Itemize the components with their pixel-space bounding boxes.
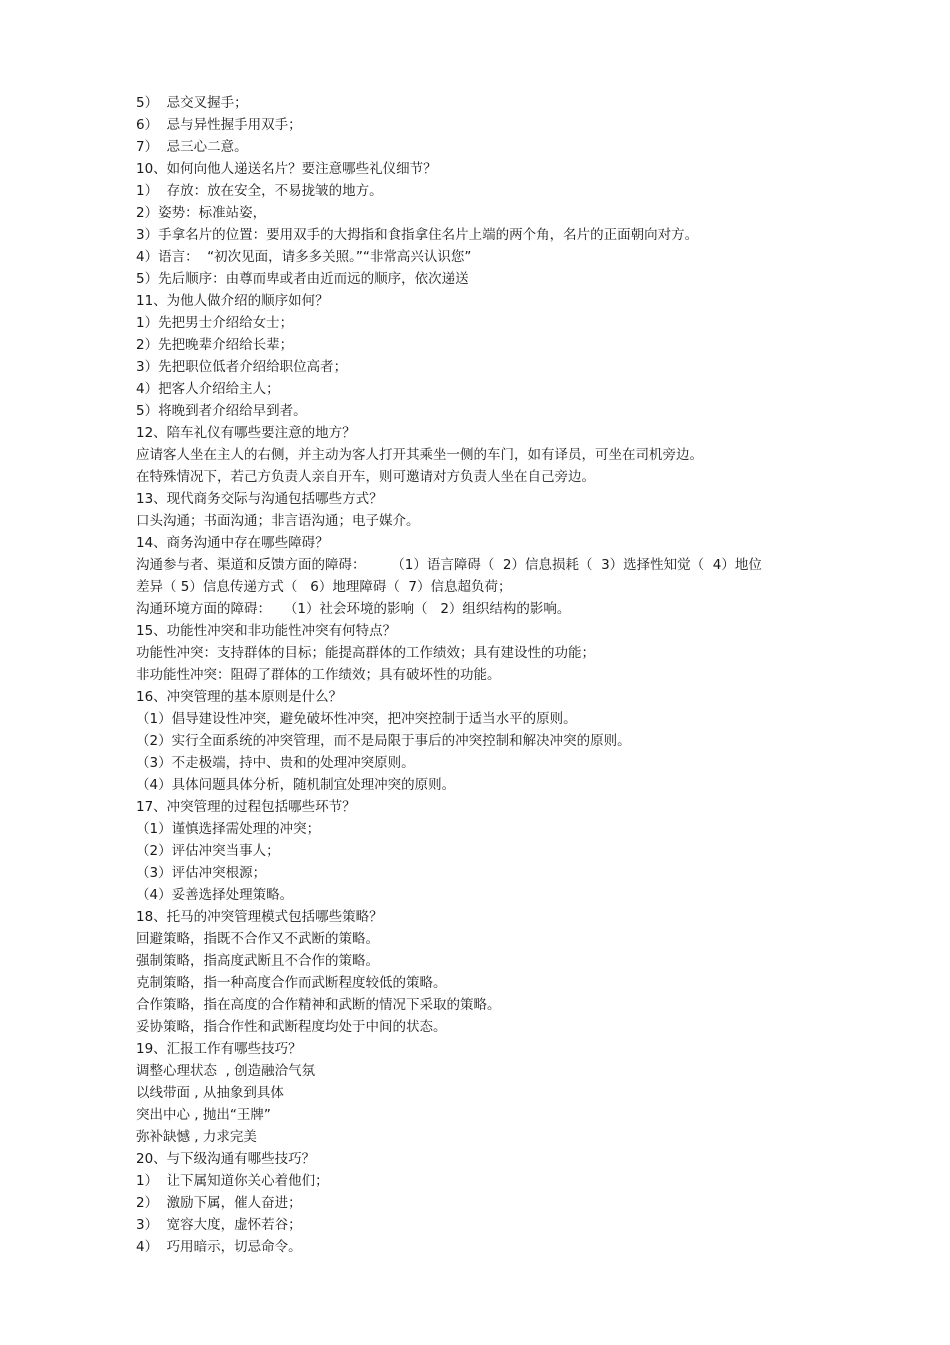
text-line: 12、陪车礼仪有哪些要注意的地方？ [136, 425, 356, 441]
text-line: 调整心理状态 , 创造融洽气氛 [136, 1063, 316, 1079]
text-line: 沟通参与者、渠道和反馈方面的障碍： （1）语言障碍（ 2）信息损耗（ 3）选择性知觉（ 4）地位 [136, 557, 762, 573]
document-body [136, 92, 836, 1258]
text-line: 5） 忌交叉握手； [136, 95, 248, 111]
text-line: 7） 忌三心二意。 [136, 139, 248, 155]
text-line: 2） 激励下属，催人奋进； [136, 1195, 302, 1211]
text-line: 18、托马的冲突管理模式包括哪些策略？ [136, 909, 383, 925]
text-line: 17、冲突管理的过程包括哪些环节？ [136, 799, 356, 815]
text-line: （4）妥善选择处理策略。 [136, 887, 294, 903]
text-line: 4）把客人介绍给主人； [136, 381, 280, 397]
text-line: （3）不走极端，持中、贵和的处理冲突原则。 [136, 755, 415, 771]
text-line: 3）手拿名片的位置：要用双手的大拇指和食指拿住名片上端的两个角，名片的正面朝向对方。 [136, 227, 699, 243]
text-line: （2）评估冲突当事人； [136, 843, 280, 859]
text-line: 应请客人坐在主人的右侧，并主动为客人打开其乘坐一侧的车门，如有译员，可坐在司机旁边。 [136, 447, 703, 463]
text-line: 强制策略，指高度武断且不合作的策略。 [136, 953, 379, 969]
text-line: 克制策略，指一种高度合作而武断程度较低的策略。 [136, 975, 447, 991]
text-line: 1）先把男士介绍给女士； [136, 315, 294, 331]
text-line: 5）先后顺序：由尊而卑或者由近而远的顺序，依次递送 [136, 271, 469, 287]
text-line: 6） 忌与异性握手用双手； [136, 117, 302, 133]
text-line: 10、如何向他人递送名片？要注意哪些礼仪细节？ [136, 161, 437, 177]
text-line: 非功能性冲突：阻碍了群体的工作绩效；具有破坏性的功能。 [136, 667, 501, 683]
text-line: 2）先把晚辈介绍给长辈； [136, 337, 294, 353]
text-line: 5）将晚到者介绍给早到者。 [136, 403, 307, 419]
text-line: 20、与下级沟通有哪些技巧？ [136, 1151, 316, 1167]
text-line: 在特殊情况下，若己方负责人亲自开车，则可邀请对方负责人坐在自己旁边。 [136, 469, 595, 485]
text-line: 2）姿势：标准站姿， [136, 205, 267, 221]
text-line: 功能性冲突：支持群体的目标；能提高群体的工作绩效；具有建设性的功能； [136, 645, 595, 661]
text-line: 以线带面 , 从抽象到具体 [136, 1085, 284, 1101]
text-line: 4） 巧用暗示，切忌命令。 [136, 1239, 302, 1255]
text-line: 4）语言： “初次见面，请多多关照。”“非常高兴认识您” [136, 249, 472, 265]
text-line: 13、现代商务交际与沟通包括哪些方式？ [136, 491, 383, 507]
text-line: 3） 宽容大度，虚怀若谷； [136, 1217, 302, 1233]
text-line: （3）评估冲突根源； [136, 865, 267, 881]
text-line: 19、汇报工作有哪些技巧？ [136, 1041, 302, 1057]
text-line: （1）谨慎选择需处理的冲突； [136, 821, 321, 837]
text-line: 合作策略，指在高度的合作精神和武断的情况下采取的策略。 [136, 997, 501, 1013]
text-line: 弥补缺憾 , 力求完美 [136, 1129, 257, 1145]
text-line: （4）具体问题具体分析，随机制宜处理冲突的原则。 [136, 777, 456, 793]
text-line: 沟通环境方面的障碍： （1）社会环境的影响（ 2）组织结构的影响。 [136, 601, 571, 617]
text-line: 1） 存放：放在安全，不易拢皱的地方。 [136, 183, 383, 199]
text-line: 3）先把职位低者介绍给职位高者； [136, 359, 348, 375]
text-line: 回避策略，指既不合作又不武断的策略。 [136, 931, 379, 947]
text-line: （2）实行全面系统的冲突管理，而不是局限于事后的冲突控制和解决冲突的原则。 [136, 733, 631, 749]
text-line: 差异（ 5）信息传递方式（ 6）地理障碍（ 7）信息超负荷； [136, 579, 512, 595]
text-line: 1） 让下属知道你关心着他们； [136, 1173, 329, 1189]
text-line: 15、功能性冲突和非功能性冲突有何特点？ [136, 623, 397, 639]
text-line: 16、冲突管理的基本原则是什么？ [136, 689, 343, 705]
text-line: （1）倡导建设性冲突，避免破坏性冲突，把冲突控制于适当水平的原则。 [136, 711, 577, 727]
text-line: 突出中心 , 抛出“王牌” [136, 1107, 271, 1123]
text-line: 11、为他人做介绍的顺序如何？ [136, 293, 329, 309]
text-line: 妥协策略，指合作性和武断程度均处于中间的状态。 [136, 1019, 447, 1035]
text-line: 口头沟通；书面沟通；非言语沟通；电子媒介。 [136, 513, 420, 529]
text-line: 14、商务沟通中存在哪些障碍？ [136, 535, 329, 551]
